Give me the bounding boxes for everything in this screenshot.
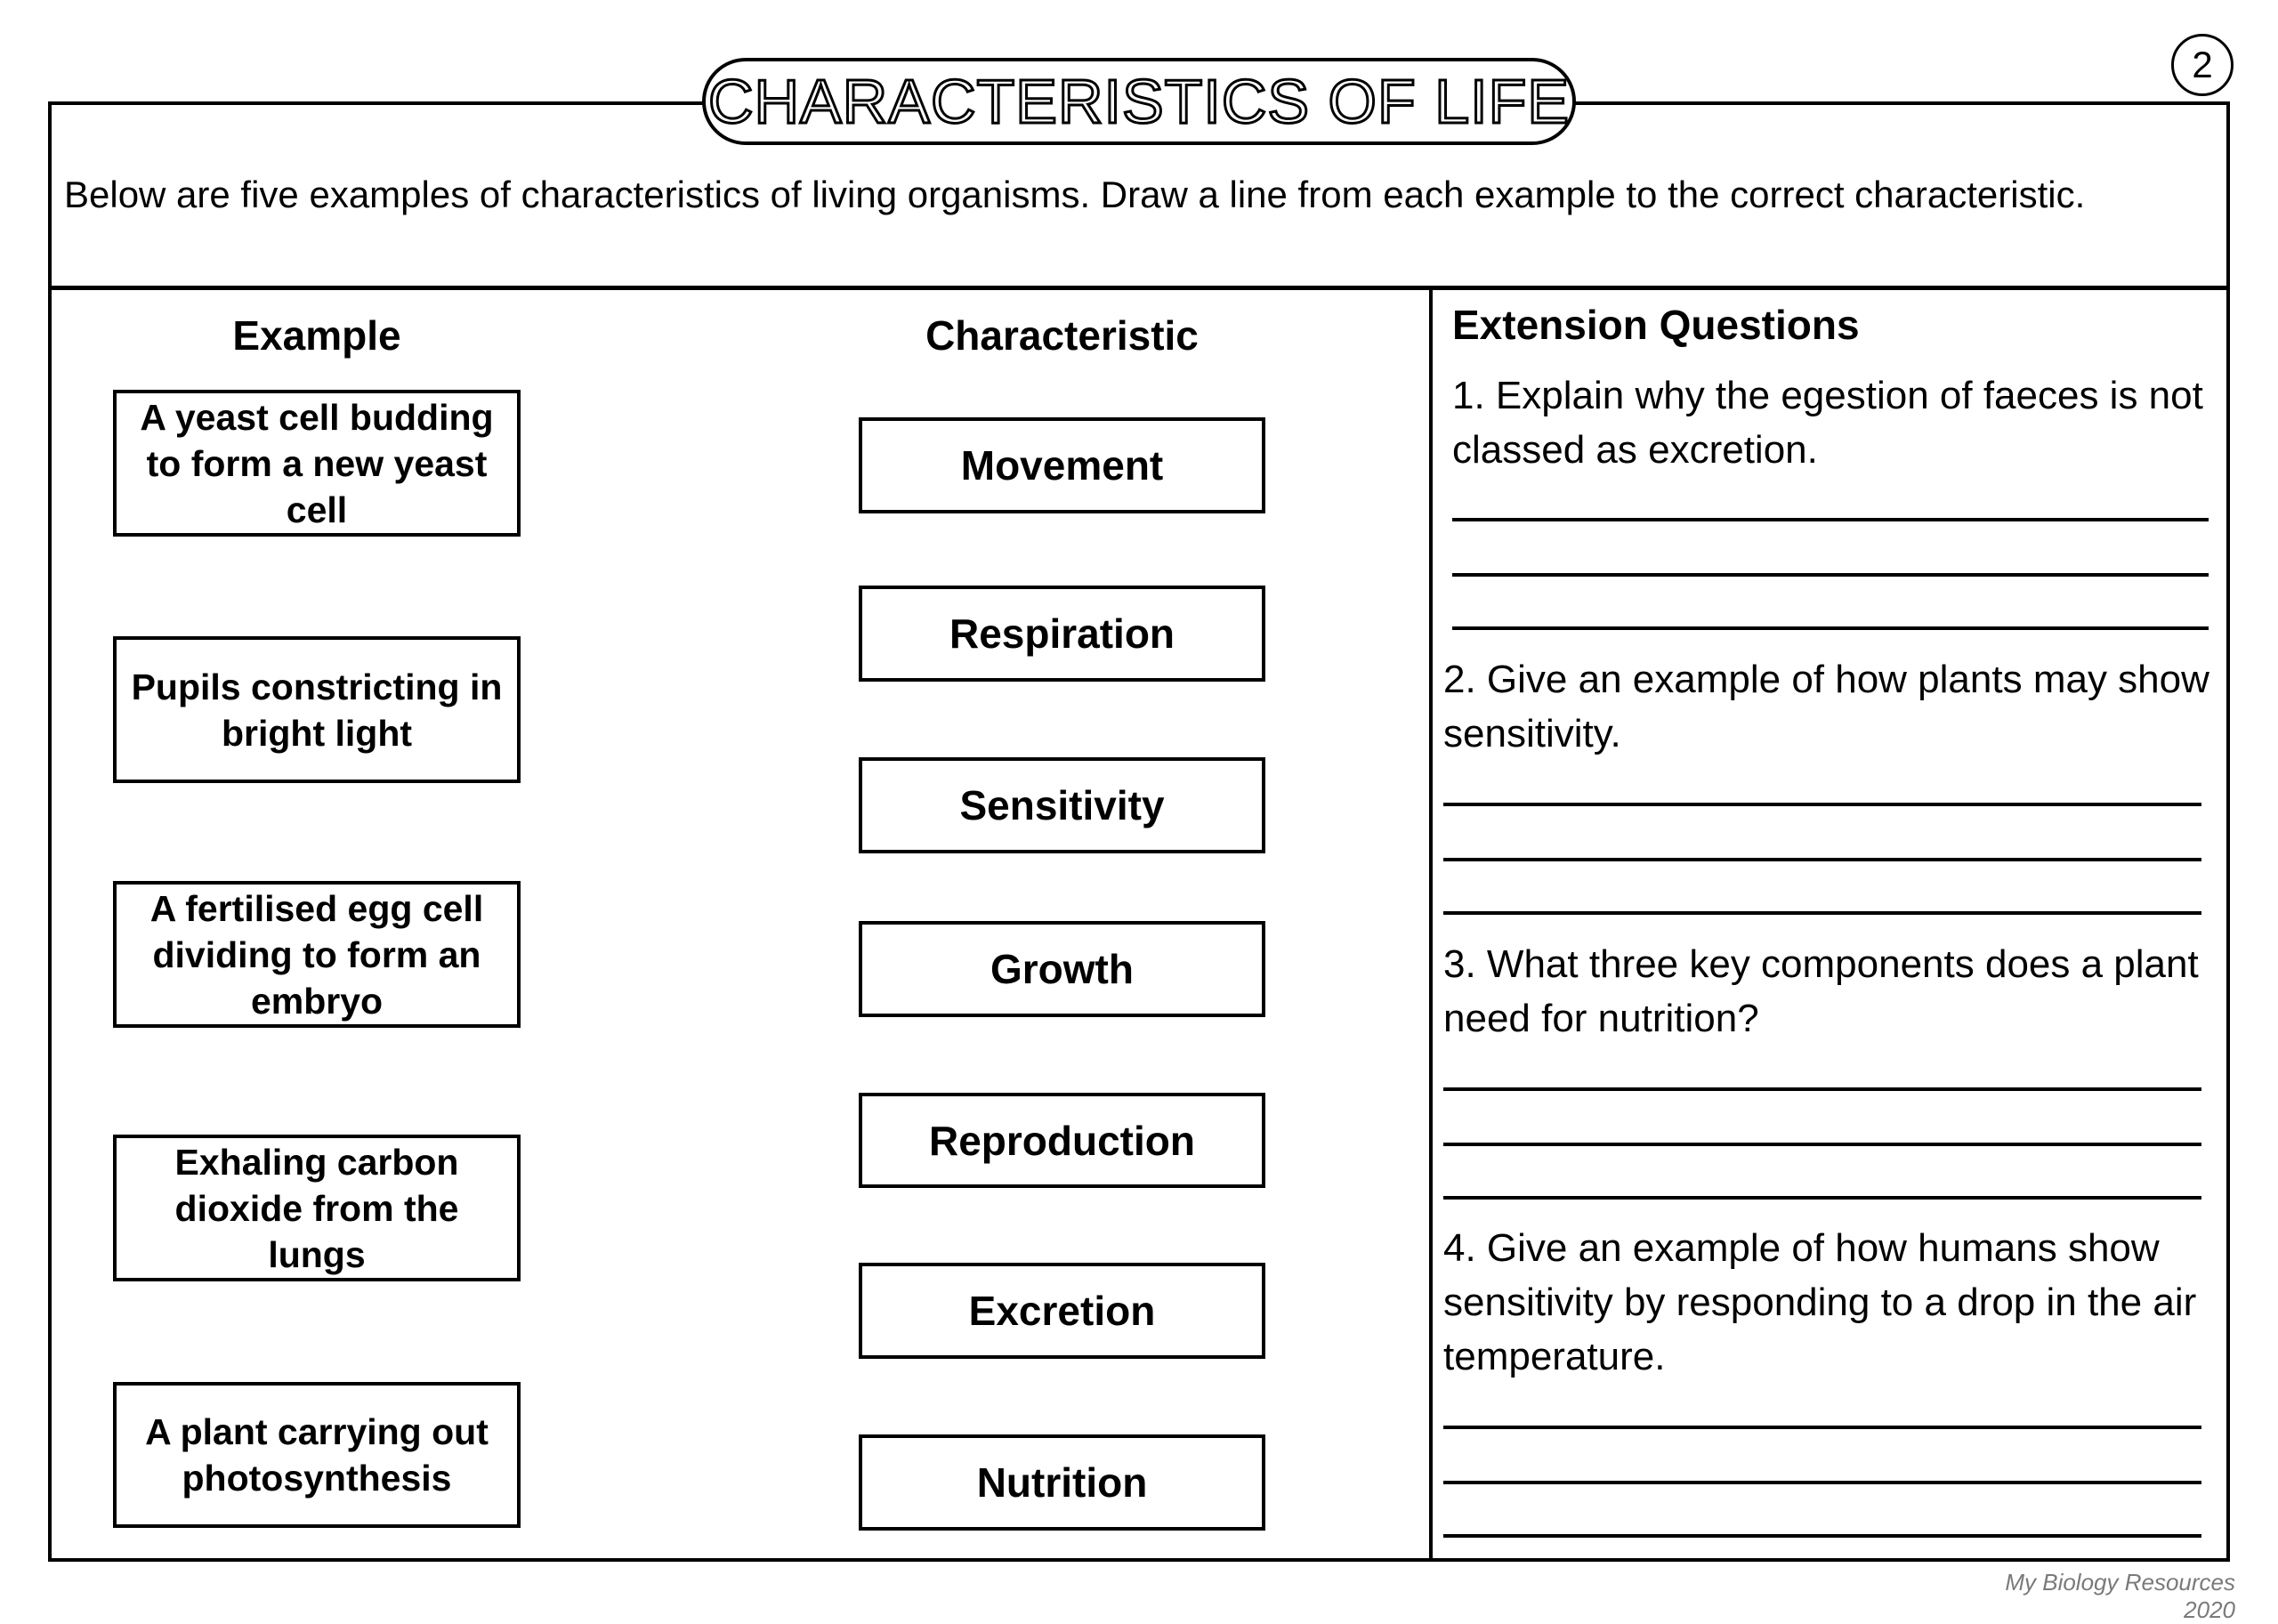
characteristic-label: Respiration (949, 610, 1175, 657)
characteristic-box-excretion[interactable] (859, 1263, 1265, 1359)
extension-heading: Extension Questions (1452, 302, 1860, 348)
example-heading: Example (232, 312, 401, 359)
question-2: 2. Give an example of how plants may show sensitivity. (1443, 658, 2209, 755)
instructions: Below are five examples of characteristics of living organisms. Draw a line from each example to the correct characteristic. (64, 174, 2086, 215)
answer-line[interactable] (1452, 573, 2209, 577)
answer-line[interactable] (1443, 1087, 2201, 1091)
characteristic-label: Growth (990, 946, 1134, 992)
section-divider (48, 286, 2230, 290)
question-4: 4. Give an example of how humans show sensitivity by responding to a drop in the air temperature. (1443, 1226, 2197, 1378)
characteristic-box-sensitivity[interactable] (859, 757, 1265, 853)
answer-line[interactable] (1443, 1426, 2201, 1429)
page-number: 2 (2192, 44, 2213, 85)
answer-line[interactable] (1443, 1481, 2201, 1484)
characteristic-box-nutrition[interactable] (859, 1434, 1265, 1531)
characteristic-label: Reproduction (929, 1117, 1195, 1164)
characteristic-box-reproduction[interactable] (859, 1093, 1265, 1188)
answer-line[interactable] (1443, 803, 2201, 806)
question-3: 3. What three key components does a plant need for nutrition? (1443, 942, 2199, 1040)
answer-line[interactable] (1452, 518, 2209, 521)
example-text: A plant carrying out photosynthesis (145, 1411, 489, 1499)
answer-line[interactable] (1443, 858, 2201, 861)
example-box[interactable] (113, 881, 521, 1028)
example-box[interactable] (113, 390, 521, 537)
characteristic-label: Excretion (968, 1288, 1156, 1334)
footer-credit: My Biology Resources 2020 (2005, 1569, 2235, 1623)
column-divider (1429, 287, 1433, 1562)
example-text: Exhaling carbon dioxide from the lungs (174, 1141, 459, 1275)
example-box[interactable] (113, 636, 521, 783)
characteristic-label: Sensitivity (959, 782, 1165, 828)
question-1: 1. Explain why the egestion of faeces is not classed as excretion. (1452, 374, 2203, 472)
page-number-badge (2171, 34, 2234, 96)
answer-line[interactable] (1443, 1196, 2201, 1200)
answer-line[interactable] (1443, 1143, 2201, 1146)
characteristic-label: Movement (960, 442, 1164, 489)
example-box[interactable] (113, 1382, 521, 1528)
characteristic-box-movement[interactable] (859, 417, 1265, 513)
answer-line[interactable] (1443, 1534, 2201, 1538)
characteristic-box-respiration[interactable] (859, 586, 1265, 682)
characteristic-box-growth[interactable] (859, 921, 1265, 1017)
example-text: A fertilised egg cell dividing to form an embryo (149, 887, 484, 1022)
example-text: Pupils constricting in bright light (131, 666, 503, 754)
example-box[interactable] (113, 1135, 521, 1281)
title-banner (702, 58, 1576, 145)
example-text: A yeast cell budding to form a new yeast cell (140, 396, 494, 530)
answer-line[interactable] (1452, 626, 2209, 630)
characteristic-heading: Characteristic (925, 312, 1199, 359)
answer-line[interactable] (1443, 911, 2201, 915)
page-title: CHARACTERISTICS OF LIFE (707, 67, 1571, 136)
characteristic-label: Nutrition (976, 1459, 1148, 1506)
